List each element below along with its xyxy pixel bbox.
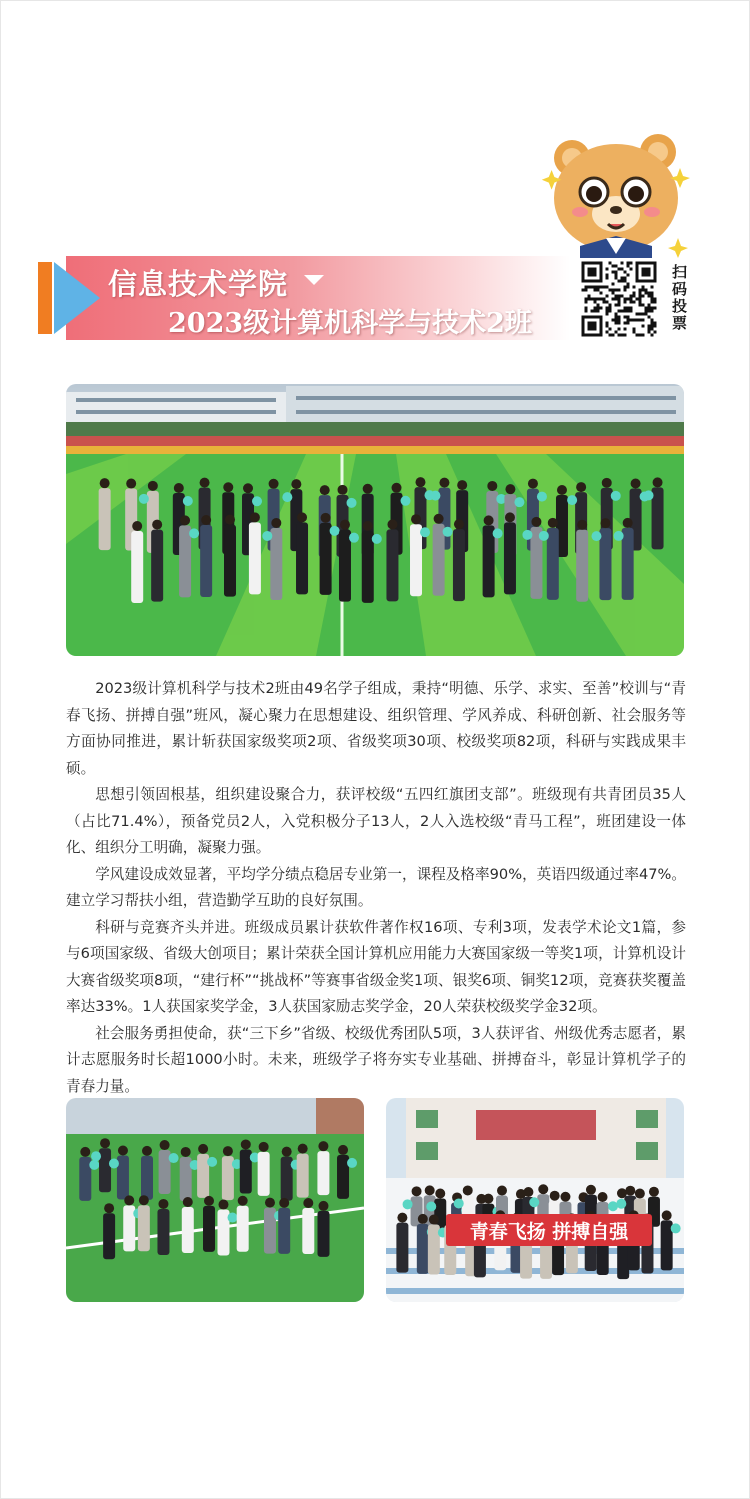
group-photo-banner [386,1098,684,1302]
class-photo-main [66,384,684,656]
paragraph-intro: 2023级计算机科学与技术2班由49名学子组成，秉持“明德、乐学、求实、至善”校训与“青春飞扬、拼搏自强”班风，凝心聚力在思想建设、组织管理、学风养成、科研创新、社会服务等方面协同推进，累计斩获国家级奖项2项、省级奖项30项、校级奖项82项，科研与实践成果丰硕。 [66,680,686,777]
class-title: 2023级计算机科学与技术2班 [168,308,532,339]
article-body [66,676,686,1100]
bear-mascot-icon [540,128,690,266]
blue-arrow-decoration [54,262,100,334]
paragraph-service: 社会服务勇担使命，获“三下乡”省级、校级优秀团队5项，3人获评省、州级优秀志愿者，累计志愿服务时长超1000小时。未来，班级学子将夯实专业基础、拼搏奋斗，彰显计算机学子的青春力量。 [66,1024,686,1095]
paragraph-study: 学风建设成效显著，平均学分绩点稳居专业第一，课程及格率90%，英语四级通过率47%。建立学习帮扶小组，营造勤学互助的良好氛围。 [66,865,686,909]
slogan-text: 青春飞扬 拼搏自强 [469,1221,629,1243]
orange-arrow-decoration [38,262,52,334]
scan-vote-label: 扫码投票 [670,264,688,332]
triangle-down-icon [304,275,324,285]
college-title: 信息技术学院 [108,267,289,301]
group-photo-balloons [66,1098,364,1302]
qr-code-icon[interactable] [578,258,660,340]
paragraph-research: 科研与竞赛齐头并进。班级成员累计获软件著作权16项、专利3项，发表学术论文1篇，参与6项国家级、省级大创项目；累计荣获全国计算机应用能力大赛国家级一等奖1项，计算机设计大赛省级奖项8项，“建行杯”“挑战杯”等赛事省级金奖1项、银奖6项、铜奖12项，竞赛获奖覆盖率达33%。1人获国家奖学金，3人获国家励志奖学金，20人荣获校级奖学金32项。 [66,918,686,1015]
paragraph-organization: 思想引领固根基，组织建设聚合力，获评校级“五四红旗团支部”。班级现有共青团员35人（占比71.4%），预备党员2人，入党积极分子13人，2人入选校级“青马工程”，班团建设一体化、组织分工明确，凝聚力强。 [66,786,686,856]
